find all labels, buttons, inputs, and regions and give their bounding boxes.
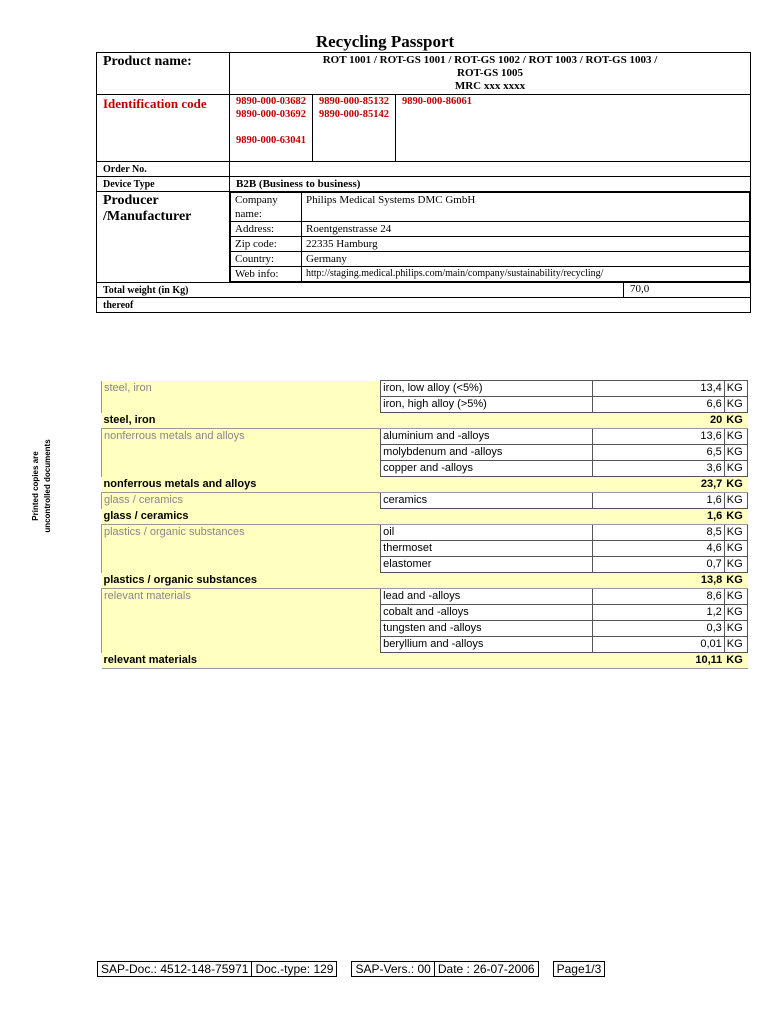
address-value: Roentgenstrasse 24 [302, 222, 750, 237]
category-total-label: nonferrous metals and alloys [102, 477, 593, 493]
id-code: 9890-000-86061 [402, 96, 472, 107]
category-total-value: 20 [592, 413, 724, 429]
id-column-2 [312, 95, 395, 161]
material-row [102, 541, 748, 557]
material-unit: KG [724, 525, 747, 541]
material-unit: KG [724, 589, 747, 605]
material-name: iron, low alloy (<5%) [381, 381, 593, 397]
material-value: 0,7 [592, 557, 724, 573]
material-unit: KG [724, 557, 747, 573]
category-total-row [102, 509, 748, 525]
producer-label-cell [97, 192, 230, 283]
thereof-cell [97, 298, 751, 313]
material-row [102, 461, 748, 477]
category-total-value: 23,7 [592, 477, 724, 493]
material-row [102, 557, 748, 573]
material-unit: KG [724, 381, 747, 397]
material-category [102, 605, 381, 621]
zip-code-label: Zip code: [231, 237, 302, 252]
company-name-label: Company name: [231, 193, 302, 222]
material-value: 0,3 [592, 621, 724, 637]
material-name: oil [381, 525, 593, 541]
material-row [102, 637, 748, 653]
category-total-unit: KG [724, 573, 747, 589]
device-label-cell [97, 177, 230, 192]
category-total-row [102, 653, 748, 669]
material-unit: KG [724, 445, 747, 461]
material-row [102, 589, 748, 605]
product-name-label: Product name: [103, 54, 192, 69]
material-value: 1,6 [592, 493, 724, 509]
material-row [102, 381, 748, 397]
material-row [102, 621, 748, 637]
material-category [102, 557, 381, 573]
material-category [102, 621, 381, 637]
material-row [102, 429, 748, 445]
material-name: ceramics [381, 493, 593, 509]
footer-table [97, 961, 605, 977]
material-row [102, 445, 748, 461]
device-type-value: B2B (Business to business) [230, 177, 751, 192]
category-total-label: steel, iron [102, 413, 593, 429]
material-unit: KG [724, 493, 747, 509]
material-category: glass / ceramics [102, 493, 381, 509]
total-weight-row [97, 283, 751, 298]
sap-version: SAP-Vers.: 00 [352, 962, 434, 977]
page-number: Page1/3 [553, 962, 605, 977]
side-note [30, 436, 62, 536]
web-info-label: Web info: [231, 267, 302, 282]
material-name: beryllium and -alloys [381, 637, 593, 653]
material-name: copper and -alloys [381, 461, 593, 477]
category-total-unit: KG [724, 509, 747, 525]
producer-label: Producer /Manufacturer [103, 193, 192, 224]
product-line: ROT-GS 1005 [457, 67, 523, 79]
country-value: Germany [302, 252, 750, 267]
side-note-line: Printed copies are [31, 451, 40, 521]
material-unit: KG [724, 637, 747, 653]
category-total-value: 1,6 [592, 509, 724, 525]
product-name-label-cell [97, 53, 230, 95]
material-value: 6,6 [592, 397, 724, 413]
category-total-value: 13,8 [592, 573, 724, 589]
address-label: Address: [231, 222, 302, 237]
id-code: 9890-000-03692 [236, 109, 306, 120]
material-category [102, 461, 381, 477]
order-number-value [230, 162, 751, 177]
material-category: plastics / organic substances [102, 525, 381, 541]
category-total-row [102, 573, 748, 589]
material-value: 6,5 [592, 445, 724, 461]
id-column-1 [230, 95, 312, 161]
material-category [102, 637, 381, 653]
material-category [102, 397, 381, 413]
material-value: 4,6 [592, 541, 724, 557]
id-code: 9890-000-85132 [319, 96, 389, 107]
device-type-label: Device Type [103, 179, 155, 190]
material-row [102, 605, 748, 621]
material-unit: KG [724, 605, 747, 621]
material-row [102, 397, 748, 413]
material-name: lead and -alloys [381, 589, 593, 605]
material-unit: KG [724, 541, 747, 557]
header-table [96, 52, 751, 313]
material-value: 13,6 [592, 429, 724, 445]
category-total-unit: KG [724, 477, 747, 493]
id-code: 9890-000-03682 [236, 96, 306, 107]
company-name-value: Philips Medical Systems DMC GmbH [302, 193, 750, 222]
material-value: 13,4 [592, 381, 724, 397]
id-code: 9890-000-63041 [236, 135, 306, 146]
producer-details [230, 192, 751, 283]
identification-code-label: Identification code [103, 96, 207, 111]
product-names [230, 53, 751, 95]
category-total-label: glass / ceramics [102, 509, 593, 525]
material-value: 8,6 [592, 589, 724, 605]
id-column-3 [395, 95, 478, 161]
side-note-line: uncontrolled documents [43, 439, 52, 533]
id-codes [230, 95, 751, 162]
material-unit: KG [724, 429, 747, 445]
materials-table [101, 380, 748, 669]
material-name: tungsten and -alloys [381, 621, 593, 637]
category-total-row [102, 413, 748, 429]
material-category: steel, iron [102, 381, 381, 397]
doc-date: Date : 26-07-2006 [434, 962, 538, 977]
material-name: aluminium and -alloys [381, 429, 593, 445]
zip-code-value: 22335 Hamburg [302, 237, 750, 252]
total-weight-label: Total weight (in Kg) [103, 285, 189, 296]
category-total-label: plastics / organic substances [102, 573, 593, 589]
category-total-unit: KG [724, 653, 747, 669]
id-label-cell [97, 95, 230, 162]
material-category [102, 445, 381, 461]
category-total-label: relevant materials [102, 653, 593, 669]
material-row [102, 525, 748, 541]
country-label: Country: [231, 252, 302, 267]
page-title: Recycling Passport [315, 32, 455, 51]
material-category [102, 541, 381, 557]
material-value: 1,2 [592, 605, 724, 621]
order-number-label: Order No. [103, 164, 147, 175]
material-value: 8,5 [592, 525, 724, 541]
id-code: 9890-000-85142 [319, 109, 389, 120]
web-info-link[interactable]: http://staging.medical.philips.com/main/company/sustainability/recycling/ [302, 267, 750, 282]
total-weight-value: 70,0 [623, 283, 750, 297]
material-name: cobalt and -alloys [381, 605, 593, 621]
material-value: 0,01 [592, 637, 724, 653]
material-category: nonferrous metals and alloys [102, 429, 381, 445]
material-name: thermoset [381, 541, 593, 557]
product-line: MRC xxx xxxx [454, 80, 526, 92]
material-value: 3,6 [592, 461, 724, 477]
material-unit: KG [724, 461, 747, 477]
doc-type: Doc.-type: 129 [252, 962, 337, 977]
material-unit: KG [724, 397, 747, 413]
material-name: elastomer [381, 557, 593, 573]
order-label-cell [97, 162, 230, 177]
material-category: relevant materials [102, 589, 381, 605]
product-line: ROT 1001 / ROT-GS 1001 / ROT-GS 1002 / ROT 1003 / ROT-GS 1003 / [322, 54, 658, 66]
sap-doc: SAP-Doc.: 4512-148-75971 [98, 962, 252, 977]
category-total-unit: KG [724, 413, 747, 429]
category-total-value: 10,11 [592, 653, 724, 669]
material-name: iron, high alloy (>5%) [381, 397, 593, 413]
material-name: molybdenum and -alloys [381, 445, 593, 461]
thereof-label: thereof [103, 300, 134, 311]
category-total-row [102, 477, 748, 493]
material-unit: KG [724, 621, 747, 637]
material-row [102, 493, 748, 509]
